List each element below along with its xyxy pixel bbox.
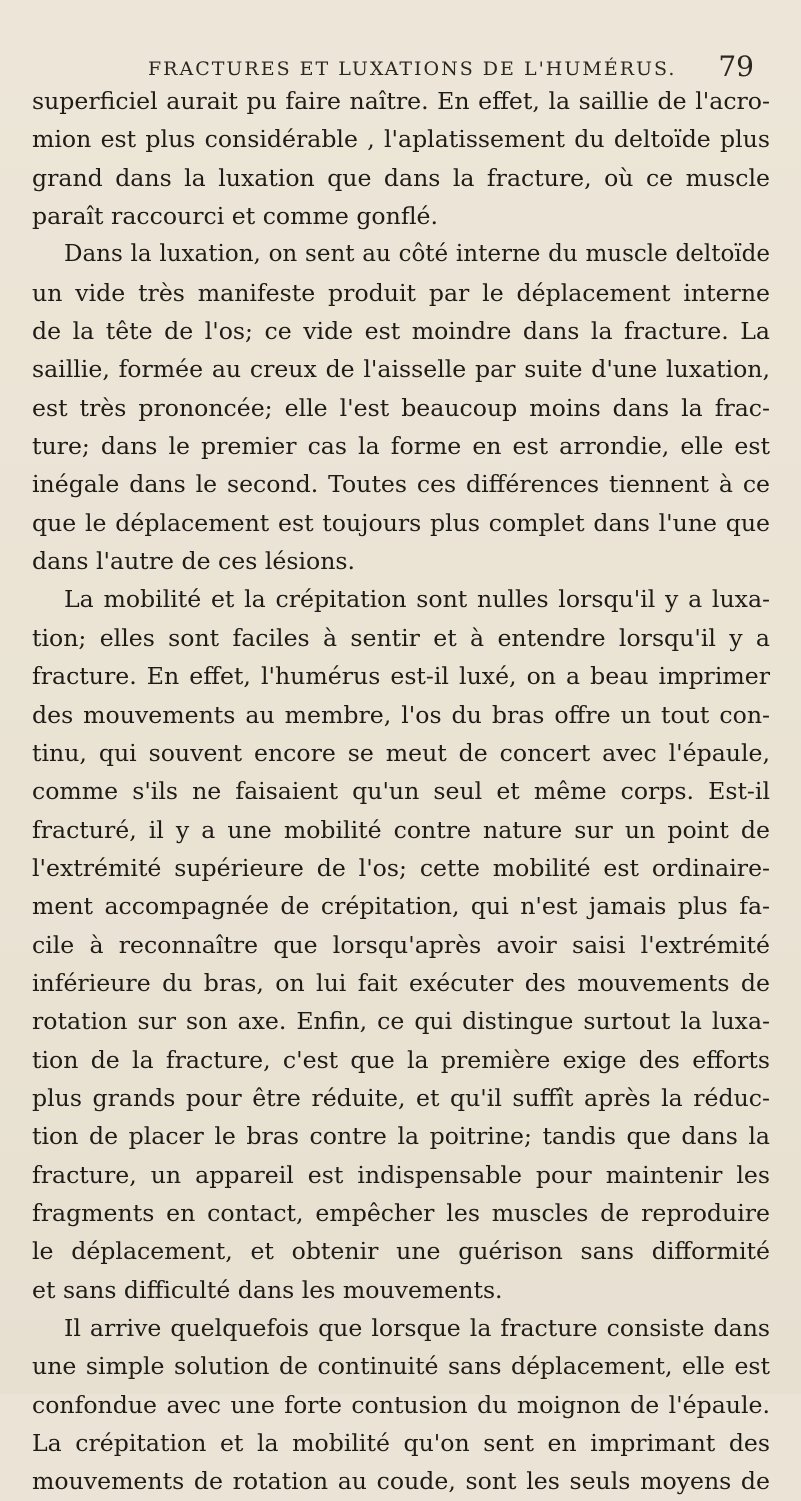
running-head bbox=[30, 50, 772, 86]
running-title: FRACTURES ET LUXATIONS DE L'HUMÉRUS. bbox=[148, 58, 677, 80]
text-line: tion; elles sont faciles à sentir et à entendre lorsqu'il y a bbox=[32, 623, 770, 652]
text-line: que le déplacement est toujours plus complet dans l'une que bbox=[32, 508, 770, 537]
text-line: comme s'ils ne faisaient qu'un seul et même corps. Est-il bbox=[32, 777, 770, 806]
text-line: un vide très manifeste produit par le déplacement interne bbox=[32, 278, 770, 307]
text-line: une simple solution de continuité sans déplacement, elle est bbox=[32, 1352, 770, 1381]
text-line: confondue avec une forte contusion du moignon de l'épaule. bbox=[32, 1390, 770, 1419]
text-line: est très prononcée; elle l'est beaucoup moins dans la frac- bbox=[32, 393, 770, 422]
text-line: tinu, qui souvent encore se meut de concert avec l'épaule, bbox=[32, 738, 770, 767]
text-line: fracturé, il y a une mobilité contre nature sur un point de bbox=[32, 815, 770, 844]
body-text bbox=[32, 82, 770, 1501]
text-line: plus grands pour être réduite, et qu'il suffît après la réduc- bbox=[32, 1083, 770, 1112]
text-line: cile à reconnaître que lorsqu'après avoir saisi l'extrémité bbox=[32, 930, 770, 959]
text-line: fracture, un appareil est indispensable pour maintenir les bbox=[32, 1160, 770, 1189]
text-line: des mouvements au membre, l'os du bras offre un tout con- bbox=[32, 700, 770, 729]
text-line: et sans difficulté dans les mouvements. bbox=[32, 1275, 503, 1304]
text-line: rotation sur son axe. Enfin, ce qui distingue surtout la luxa- bbox=[32, 1007, 770, 1036]
text-line: La mobilité et la crépitation sont nulles lorsqu'il y a luxa- bbox=[64, 585, 770, 614]
text-line: Il arrive quelquefois que lorsque la fracture consiste dans bbox=[64, 1314, 770, 1342]
text-line: le déplacement, et obtenir une guérison sans difformité bbox=[32, 1237, 770, 1266]
text-line: inférieure du bras, on lui fait exécuter des mouvements de bbox=[32, 968, 770, 997]
text-line: ture; dans le premier cas la forme en est arrondie, elle est bbox=[32, 432, 770, 461]
text-line: grand dans la luxation que dans la fracture, où ce muscle bbox=[32, 163, 770, 192]
text-line: mouvements de rotation au coude, sont les seuls moyens de bbox=[32, 1467, 770, 1496]
text-line: mion est plus considérable , l'aplatissement du deltoïde plus bbox=[32, 125, 770, 154]
text-line: La crépitation et la mobilité qu'on sent en imprimant des bbox=[32, 1429, 770, 1458]
text-line: inégale dans le second. Toutes ces différences tiennent à ce bbox=[32, 470, 770, 499]
text-line: de la tête de l'os; ce vide est moindre dans la fracture. La bbox=[32, 317, 770, 346]
text-line: Dans la luxation, on sent au côté interne du muscle deltoïde bbox=[64, 241, 770, 268]
text-line: superficiel aurait pu faire naître. En effet, la saillie de l'acro- bbox=[32, 87, 770, 115]
text-line: ment accompagnée de crépitation, qui n'est jamais plus fa- bbox=[32, 892, 770, 921]
text-line: fragments en contact, empêcher les muscles de reproduire bbox=[32, 1198, 770, 1227]
text-line: tion de la fracture, c'est que la première exige des efforts bbox=[32, 1045, 770, 1074]
page-number: 79 bbox=[718, 50, 754, 83]
text-line: fracture. En effet, l'humérus est-il luxé, on a beau imprimer bbox=[32, 662, 770, 691]
text-line: saillie, formée au creux de l'aisselle par suite d'une luxation, bbox=[32, 355, 770, 384]
text-line: dans l'autre de ces lésions. bbox=[32, 547, 356, 576]
text-line: tion de placer le bras contre la poitrine; tandis que dans la bbox=[32, 1122, 770, 1151]
text-line: l'extrémité supérieure de l'os; cette mobilité est ordinaire- bbox=[32, 853, 770, 882]
text-line: paraît raccourci et comme gonflé. bbox=[32, 202, 439, 231]
